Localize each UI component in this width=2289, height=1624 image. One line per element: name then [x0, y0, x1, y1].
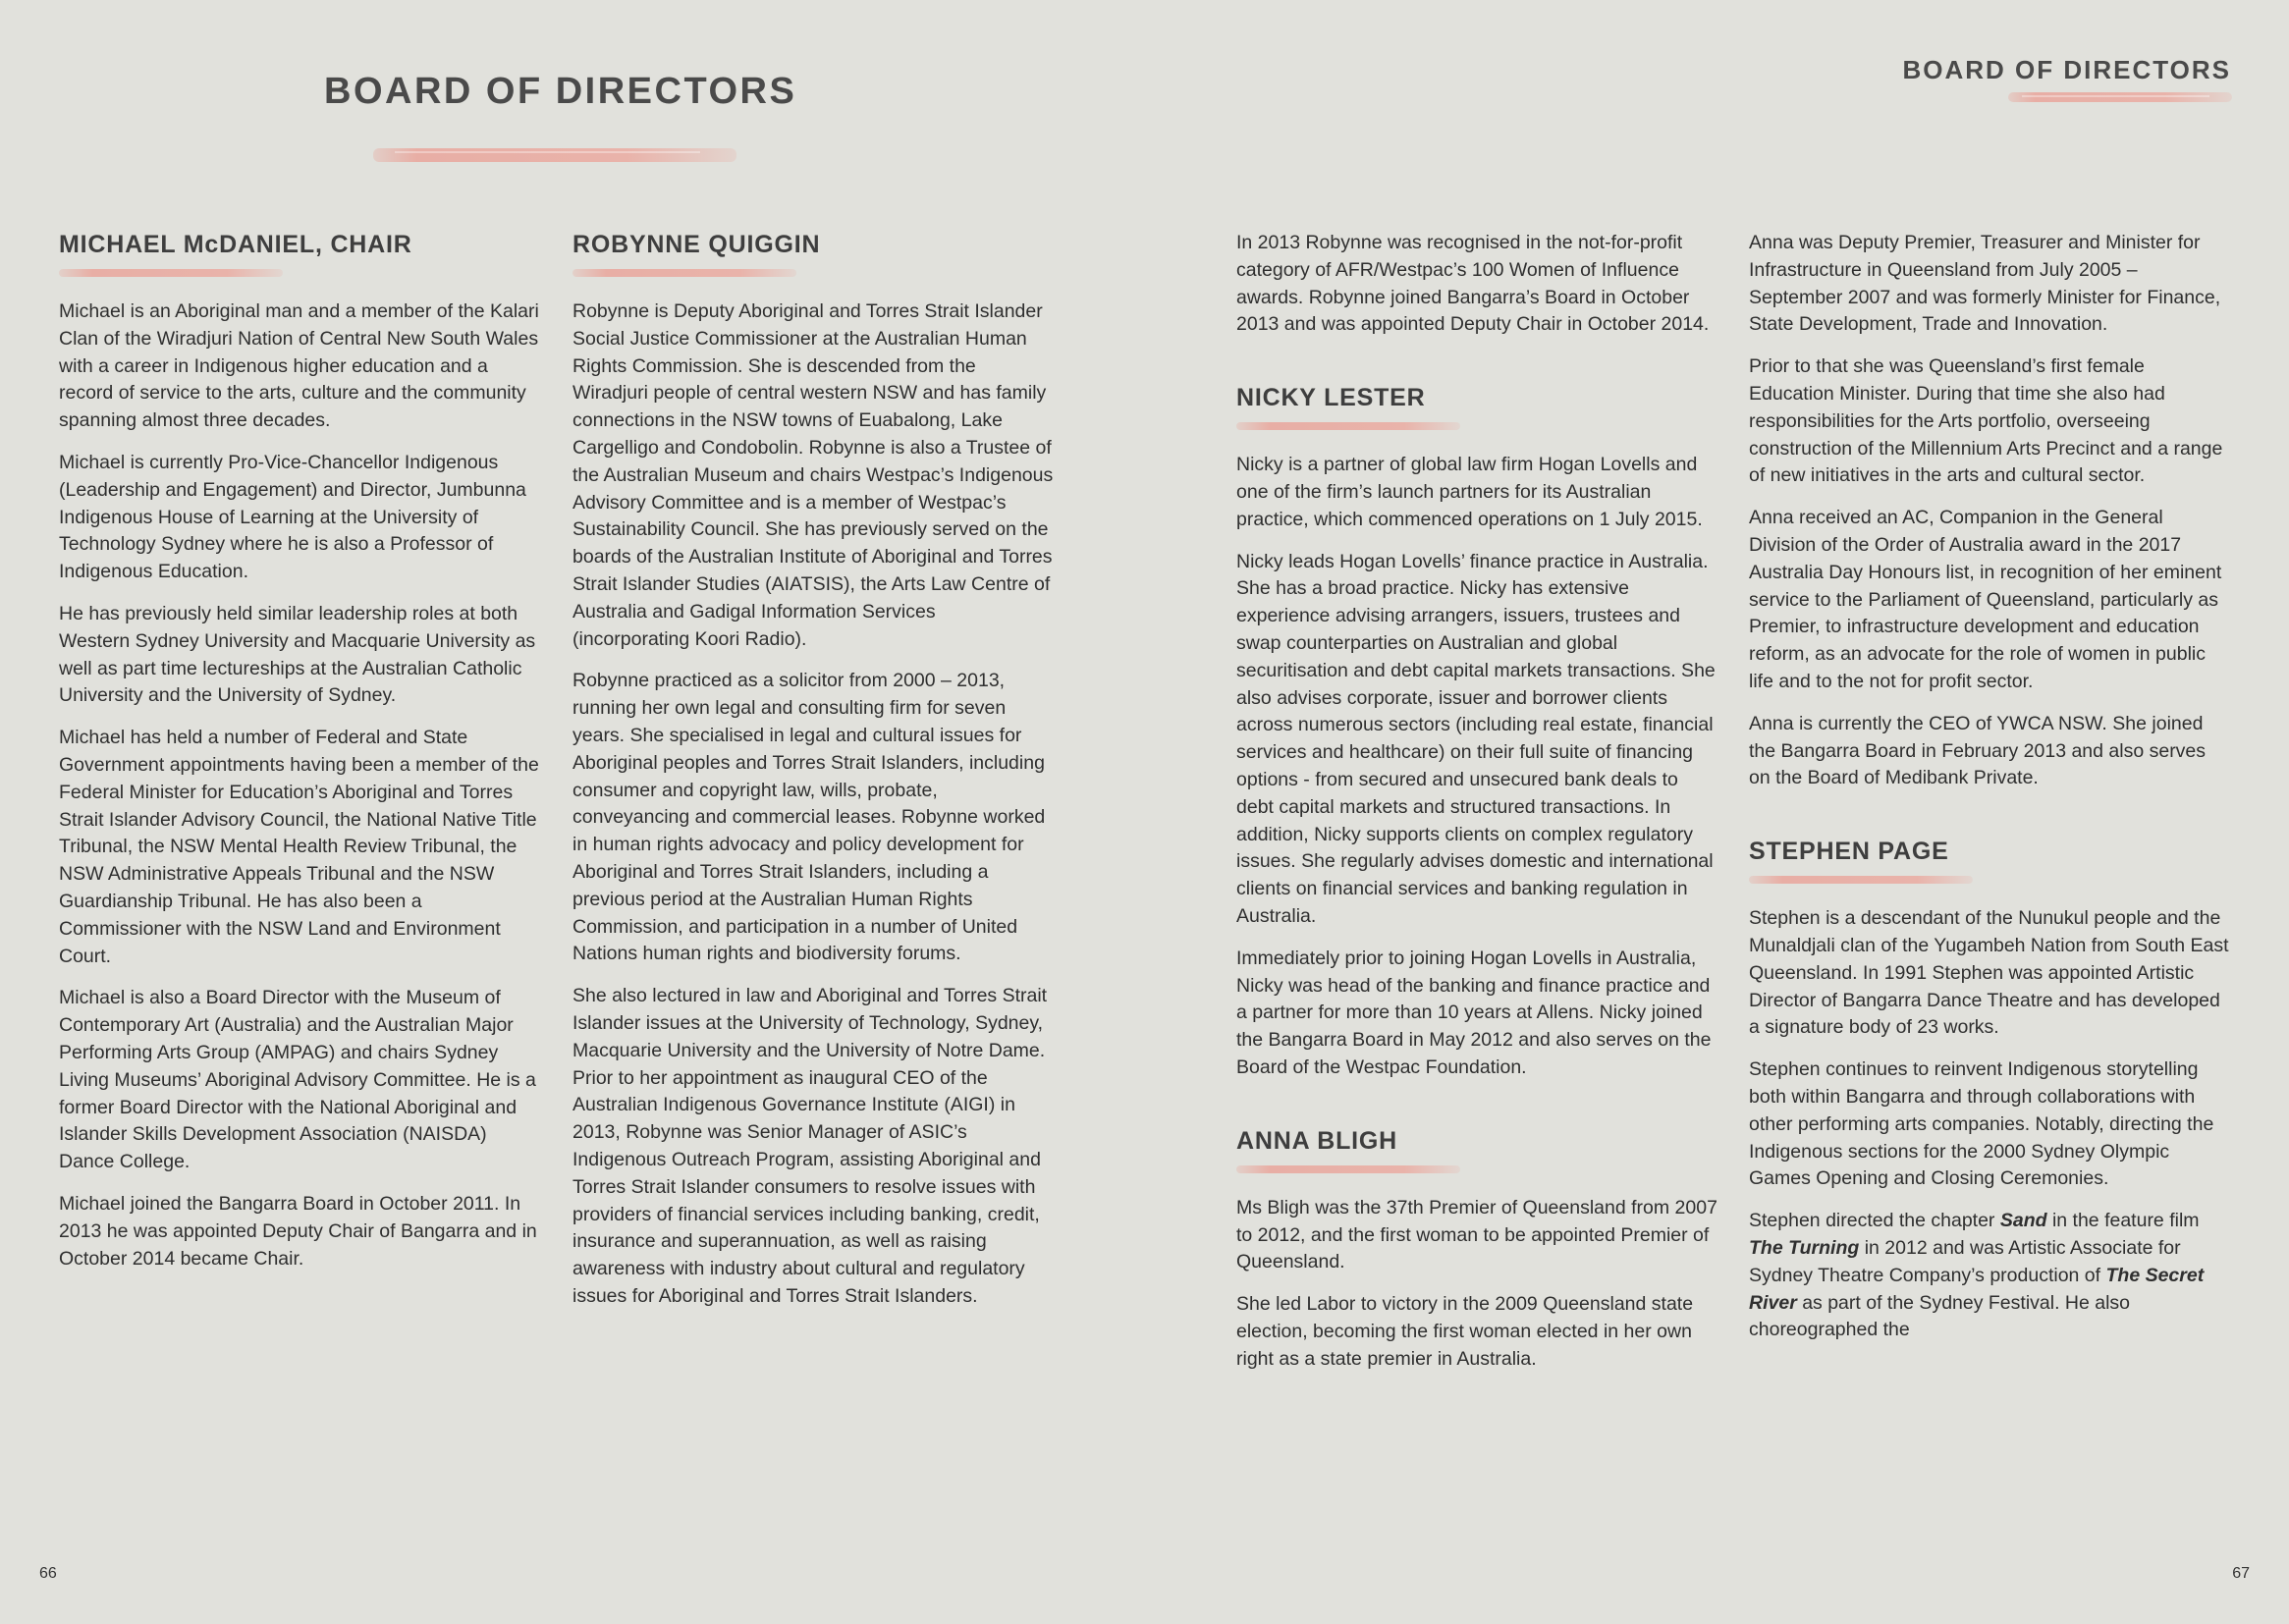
paragraph: He has previously held similar leadership roles at both Western Sydney University and Macquarie University as well as part time lectureships at the Australian Catholic University and the University of Sydney. [59, 602, 536, 707]
work-title: The Turning [1749, 1236, 1860, 1259]
column-right-page-1 [1236, 228, 1717, 1388]
section-heading: ANNA BLIGH [1236, 1126, 1398, 1155]
work-title: Sand [1999, 1210, 2047, 1232]
title-brush-stroke [373, 148, 736, 162]
paragraph: Nicky is a partner of global law firm Hogan Lovells and one of the firm’s launch partners for its Australian practice, which commenced operations on 1 July 2015. [1236, 454, 1703, 530]
heading-brush-stroke [572, 269, 796, 277]
section-heading: MICHAEL McDANIEL, CHAIR [59, 231, 412, 258]
page-title: BOARD OF DIRECTORS [324, 71, 797, 112]
section-heading: NICKY LESTER [1236, 384, 1426, 412]
running-head-brush-stroke [2008, 92, 2232, 102]
paragraph: Michael has held a number of Federal and State Government appointments having been a member of the Federal Minister for Education’s Aboriginal and Torres Strait Islander Advisory Council, the National Native Title Tribunal, the NSW Mental Health Review Tribunal, the NSW Administrative Appeals Tribunal and the NSW Guardianship Tribunal. He has also been a Commissioner with the NSW Land and Environment Court. [59, 727, 539, 967]
paragraph: Michael is an Aboriginal man and a member of the Kalari Clan of the Wiradjuri Nation of Central New South Wales with a career in Indigenous higher education and a record of service to the arts, culture and the community spanning almost three decades. [59, 300, 539, 432]
heading-brush-stroke [1236, 1165, 1460, 1173]
paragraph: Stephen continues to reinvent Indigenous storytelling both within Bangarra and through collaborations with other performing arts companies. Notably, directing the Indigenous sections for the 2000 Sydney Olympic Games Opening and Closing Ceremonies. [1749, 1058, 2214, 1190]
column-robynne-quiggin [572, 228, 1054, 1326]
paragraph: Michael joined the Bangarra Board in October 2011. In 2013 he was appointed Deputy Chair of Bangarra and in October 2014 became Chair. [59, 1192, 537, 1270]
section-heading: STEPHEN PAGE [1749, 838, 1949, 866]
page-number-left: 66 [39, 1565, 57, 1582]
paragraph: She led Labor to victory in the 2009 Queensland state election, becoming the first woman elected in her own right as a state premier in Australia. [1236, 1293, 1694, 1370]
paragraph: Stephen is a descendant of the Nunukul people and the Munaldjali clan of the Yugambeh Nation from South East Queensland. In 1991 Stephen was appointed Artistic Director of Bangarra Dance Theatre and has developed a signature body of 23 works. [1749, 907, 2229, 1039]
paragraph: Nicky leads Hogan Lovells’ finance practice in Australia. She has a broad practice. Nicky has extensive experience advising arrangers, issuers, trustees and swap counterparties on Australian and global securitisation and debt capital markets transactions. She also advises corporate, issuer and borrower clients across numerous sectors (including real estate, financial services and healthcare) on their full suite of financing options - from secured and unsecured bank deals to debt capital markets and structured transactions. In addition, Nicky supports clients on complex regulatory issues. She regularly advises domestic and international clients on financial services and banking regulation in Australia. [1236, 550, 1716, 927]
text-run: as part of the Sydney Festival. He also choreographed the [1749, 1291, 2131, 1341]
paragraph: Anna received an AC, Companion in the General Division of the Order of Australia award in the 2017 Australia Day Honours list, in recognition of her eminent service to the Parliament of Queensland, particularly as Premier, to infrastructure development and education reform, as an advocate for the role of women in public life and to the not for profit sector. [1749, 507, 2222, 692]
running-head: BOARD OF DIRECTORS [1902, 55, 2231, 84]
heading-brush-stroke [1749, 876, 1973, 884]
text-run: in the feature film [2046, 1210, 2200, 1232]
paragraph: Anna is currently the CEO of YWCA NSW. She joined the Bangarra Board in February 2013 and also serves on the Board of Medibank Private. [1749, 712, 2207, 789]
page-number-right: 67 [2232, 1565, 2250, 1582]
work-title: The Secret River [1749, 1264, 2205, 1314]
section-heading: ROBYNNE QUIGGIN [572, 231, 821, 258]
text-run: Stephen directed the chapter [1749, 1210, 2000, 1232]
paragraph-with-titles [1749, 1208, 2230, 1344]
paragraph: Robynne practiced as a solicitor from 2000 – 2013, running her own legal and consulting firm for seven years. She specialised in legal and cultural issues for Aboriginal peoples and Torres Strait Islanders, including consumer and copyright law, wills, probate, conveyancing and commercial leases. Robynne worked in human rights advocacy and policy development for Aboriginal and Torres Strait Islanders, including a previous period at the Australian Human Rights Commission, and participation in a number of United Nations human rights and biodiversity forums. [572, 670, 1046, 965]
paragraph: Ms Bligh was the 37th Premier of Queensland from 2007 to 2012, and the first woman to be appointed Premier of Queensland. [1236, 1196, 1717, 1273]
text-run: in 2012 and was Artistic Associate for Sydney Theatre Company’s production of [1749, 1236, 2181, 1286]
paragraph: In 2013 Robynne was recognised in the not-for-profit category of AFR/Westpac’s 100 Women of Influence awards. Robynne joined Bangarra’s Board in October 2013 and was appointed Deputy Chair in October 2014. [1236, 232, 1710, 336]
paragraph: Anna was Deputy Premier, Treasurer and Minister for Infrastructure in Queensland from July 2005 – September 2007 and was formerly Minister for Finance, State Development, Trade and Innovation. [1749, 232, 2221, 336]
paragraph: Prior to that she was Queensland’s first female Education Minister. During that time she also had responsibilities for the Arts portfolio, overseeing construction of the Millennium Arts Precinct and a range of new initiatives in the arts and cultural sector. [1749, 355, 2223, 487]
heading-brush-stroke [59, 269, 283, 277]
paragraph: Michael is also a Board Director with the Museum of Contemporary Art (Australia) and the Australian Major Performing Arts Group (AMPAG) and chairs Sydney Living Museums’ Aboriginal Advisory Committee. He is a former Board Director with the National Aboriginal and Islander Skills Development Association (NAISDA) Dance College. [59, 987, 536, 1173]
column-right-page-2 [1749, 228, 2230, 1359]
paragraph: Immediately prior to joining Hogan Lovells in Australia, Nicky was head of the banking and finance practice and a partner for more than 10 years at Allens. Nicky joined the Bangarra Board in May 2012 and also serves on the Board of the Westpac Foundation. [1236, 947, 1712, 1078]
heading-brush-stroke [1236, 422, 1460, 430]
column-michael-mcdaniel [59, 228, 540, 1287]
paragraph: Robynne is Deputy Aboriginal and Torres Strait Islander Social Justice Commissioner at the Australian Human Rights Commission. She is descended from the Wiradjuri people of central western NSW and has family connections in the NSW towns of Euabalong, Lake Cargelligo and Condobolin. Robynne is also a Trustee of the Australian Museum and chairs Westpac’s Indigenous Advisory Committee and is a member of Westpac’s Sustainability Council. She has previously served on the boards of the Australian Institute of Aboriginal and Torres Strait Islander Studies (AIATSIS), the Arts Law Centre of Australia and Gadigal Information Services (incorporating Koori Radio). [572, 300, 1054, 650]
paragraph: Michael is currently Pro-Vice-Chancellor Indigenous (Leadership and Engagement) and Director, Jumbunna Indigenous House of Learning at the University of Technology Sydney where he is also a Professor of Indigenous Education. [59, 451, 526, 583]
paragraph: She also lectured in law and Aboriginal and Torres Strait Islander issues at the University of Technology, Sydney, Macquarie University and the University of Notre Dame. Prior to her appointment as inaugural CEO of the Australian Indigenous Governance Institute (AIGI) in 2013, Robynne was Senior Manager of ASIC’s Indigenous Outreach Program, assisting Aboriginal and Torres Strait Islander consumers to resolve issues with providers of financial services including banking, credit, insurance and superannuation, as well as raising awareness with industry about cultural and regulatory issues for Aboriginal and Torres Strait Islanders. [572, 985, 1048, 1307]
